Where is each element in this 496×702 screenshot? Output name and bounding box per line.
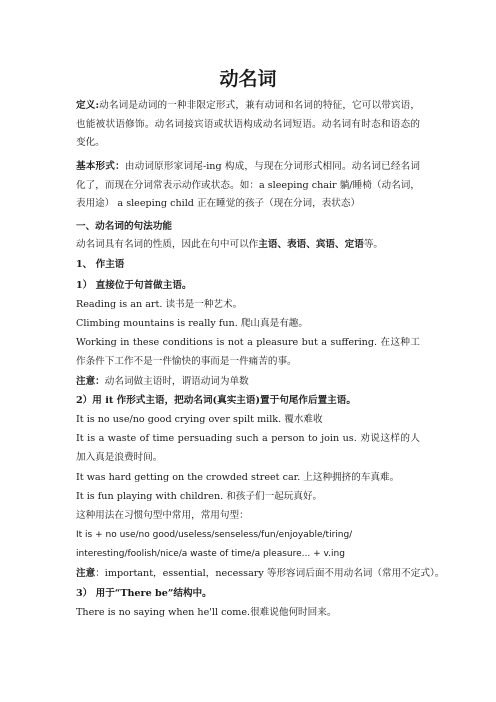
note-text: 动名词做主语时，谓语动词为单数 [104, 376, 249, 387]
item1-heading: 1） 直接位于句首做主语。 [76, 280, 192, 291]
definition-label: 定义: [76, 100, 99, 111]
example-line: Working in these conditions is not a pleasure but a suffering. 在这种工作条件下工作不是一件愉快的事而是一件痛苦的事。 [76, 337, 420, 367]
basic-form-text: 由动词原形家词尾-ing 构成，与现在分词形式相同。动名词已经名词化了，而现在分词常表示动作或状态。如：a sleeping chair 躺/睡椅（动名词，表用途） a sleeping child 正在睡觉的孩子（现在分词，表状态） [76, 161, 420, 209]
example-line: Reading is an art. 读书是一种艺术。 [76, 299, 243, 310]
example-line: Climbing mountains is really fun. 爬山真是有趣。 [76, 318, 308, 329]
pattern-line: interesting/foolish/nice/a waste of time/a pleasure... + v.ing [76, 549, 345, 559]
example-line: It is a waste of time persuading such a person to join us. 劝说这样的人加入真是浪费时间。 [76, 433, 420, 463]
note-label: 注意 [76, 568, 96, 579]
section-heading: 一、动名词的句法功能 [76, 221, 172, 232]
subsection-heading: 1、 作主语 [76, 259, 125, 270]
basic-form-paragraph [76, 158, 420, 214]
section-intro-end: 等。 [363, 239, 383, 250]
definition-paragraph [76, 97, 420, 153]
definition-text: 动名词是动词的一种非限定形式，兼有动词和名词的特征，它可以带宾语，也能被状语修饰。动名词接宾语或状语构成动名词短语。动名词有时态和语态的变化。 [76, 100, 420, 148]
example-line: There is no saying when he'll come.很难说他何时回来。 [76, 607, 337, 618]
pattern-line: It is + no use/no good/useless/senseless/fun/enjoyable/tiring/ [76, 530, 353, 540]
example-line: It is fun playing with children. 和孩子们一起玩真好。 [76, 491, 323, 502]
note-label: 注意： [76, 376, 105, 387]
note-line [76, 373, 420, 392]
section-intro [76, 236, 420, 255]
page-title: 动名词 [219, 68, 277, 90]
note-text: ：important，essential，necessary 等形容词后面不用动名词（常用不定式）。 [95, 568, 445, 579]
example-line: It was hard getting on the crowded street car. 上这种拥挤的车真难。 [76, 472, 400, 483]
section-intro-emphasis: 主语、表语、宾语、定语 [258, 239, 364, 250]
note-line [76, 565, 445, 584]
item2-heading: 2）用 it 作形式主语，把动名词(真实主语)置于句尾作后置主语。 [76, 395, 356, 406]
example-line: It is no use/no good crying over spilt milk. 覆水难收 [76, 414, 323, 425]
section-intro-text: 动名词具有名词的性质，因此在句中可以作 [76, 239, 259, 250]
basic-form-label: 基本形式： [76, 161, 125, 172]
example-line: 这种用法在习惯句型中常用，常用句型： [76, 510, 249, 521]
item3-heading: 3） 用于“There be”结构中。 [76, 588, 212, 599]
